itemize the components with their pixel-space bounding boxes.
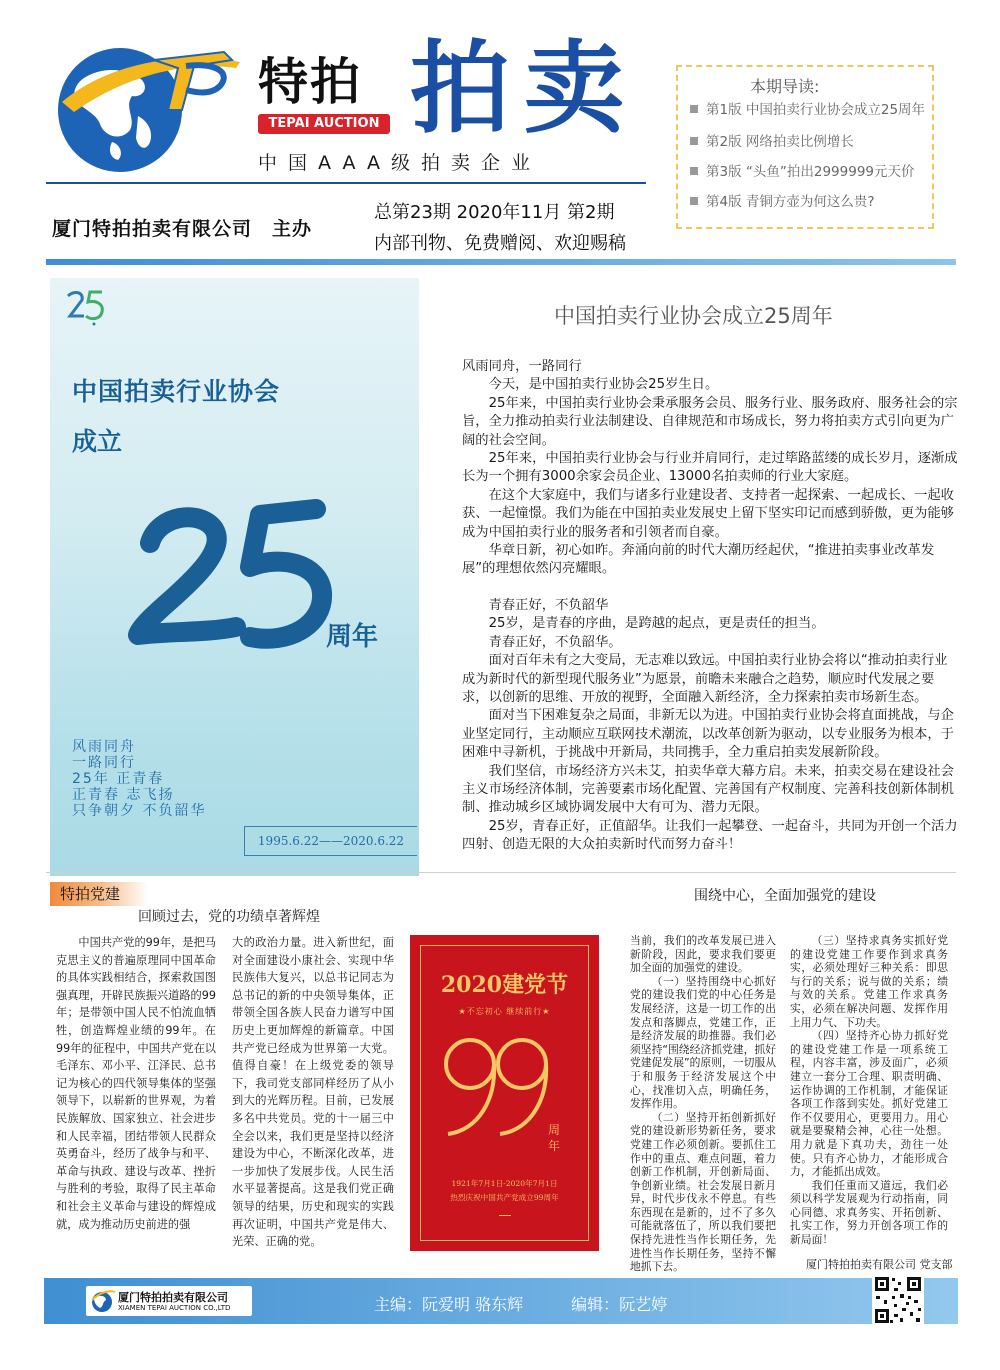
issue-number: 总第23期 2020年11月 第2期 [374, 202, 615, 223]
paragraph-spacer [462, 579, 959, 597]
guide-item[interactable]: 第3版 “头鱼”拍出2999999元天价 [690, 160, 915, 180]
guide-item[interactable]: 第4版 青铜方壶为何这么贵? [690, 190, 875, 210]
paragraph: （四）坚持齐心协力抓好党的建设党建工作是一项系统工程，内容丰富，涉及面广，必须建立一套分工合理、职责明确、运作协调的工作机制，才能保证各项工作落到实处。抓好党建工作不仅要用心，更要用力。用心就是要聚精会神，心往一处想。用力就是下真功夫，劲往一处使。只有齐心协力，才能形成合力，才能抓出成效。 [790, 1029, 948, 1179]
paragraph: 当前，我们的改革发展已进入新阶段，因此，要求我们要更加全面的加强党的建设。 [630, 934, 776, 975]
paragraph: 25年来，中国拍卖行业协会与行业并肩同行，走过筚路蓝缕的成长岁月，逐渐成长为一个拥有3000余家会员企业、13000名拍卖师的行业大家庭。 [462, 451, 958, 485]
party-column-3 [630, 934, 776, 1274]
party-column-1 [56, 934, 216, 1233]
article-title: 中国拍卖行业协会成立25周年 [554, 304, 833, 328]
guide-item[interactable]: 第2版 网络拍卖比例增长 [690, 130, 854, 150]
association-25-logo-icon [64, 288, 112, 330]
paragraph: （一）坚持围绕中心抓好党的建设我们党的中心任务是发展经济，这是一切工作的出发点和落脚点，党建工作，正是经济发展的助推器。我们必须坚持“围绕经济抓党建，抓好党建促发展”的原则，一切服从于和服务于经济发展这个中心，找准切入点，明确任务，发挥作用。 [630, 974, 776, 1111]
poster-poem-line: 25年 正青春 [72, 771, 165, 787]
red-poster-caption: 热烈庆祝中国共产党成立99周年 [450, 1193, 559, 1202]
article-body [462, 358, 959, 855]
paragraph: 今天，是中国拍卖行业协会25岁生日。 [488, 377, 719, 393]
footer-editors: 主编：阮爱明 骆东辉 编辑：阮艺婷 [374, 1295, 668, 1314]
paragraph: 中国共产党的99年，是把马克思主义的普遍原理同中国革命的具体实践相结合，探索救国图强真理，开辟民族振兴道路的99年；是带领中国人民不怕流血牺牲，创造辉煌业绩的99年。在99年的征程中，中国共产党在以毛泽东、邓小平、江泽民、总书记为核心的四代领导集体的坚强领导下，以崭新的世界观，为着民族解放、国家独立、社会进步和人民幸福，团结带领人民群众英勇奋斗，经历了战争与和平、革命与执政、建设与改革、挫折与胜利的考验，取得了民主革命和社会主义革命与建设的辉煌成就，成为推动历史前进的强 [56, 936, 216, 1231]
poster-25-numeral [110, 485, 340, 655]
qr-pattern [872, 1274, 924, 1326]
poster-ornament [499, 1215, 511, 1216]
poster-poem-line: 正青春 志飞扬 [72, 787, 175, 803]
poster-poem-line: 风雨同舟 [72, 739, 136, 755]
party-subtitle: 回顾过去，党的功绩卓著辉煌 [138, 909, 320, 925]
party-right-title: 围绕中心，全面加强党的建设 [694, 888, 876, 904]
red-poster-unit: 周年 [548, 1123, 561, 1153]
bullet-square-icon [690, 105, 698, 113]
paragraph: 我们坚信，市场经济方兴未艾，拍卖华章大幕方启。未来，拍卖交易在建设社会主义市场经济体制，完善要素市场化配置、完善国有产权制度、完善科技创新体制机制、推动城乡区域协调发展中大有可为、潜力无限。 [462, 763, 954, 816]
poster-unit: 周年 [326, 622, 379, 652]
organizer-line: 厦门特拍拍卖有限公司 主办 [52, 218, 313, 240]
bullet-square-icon [690, 137, 698, 145]
party-signature: 厦门特拍拍卖有限公司 党支部 [806, 1258, 953, 1271]
guide-item[interactable]: 第1版 中国拍卖行业协会成立25周年 [690, 98, 925, 118]
footer-globe-logo-icon [90, 1288, 116, 1314]
paragraph: 25年来，中国拍卖行业协会秉承服务会员、服务行业、服务政府、服务社会的宗旨，全力推动拍卖行业法制建设、自律规范和市场成长，努力将拍卖方式引向更为广阔的社会空间。 [462, 395, 958, 448]
party-column-2 [232, 934, 394, 1251]
paragraph: 我们任重而又道远，我们必须以科学发展观为行动指南，同心同德、求真务实、开拓创新、扎实工作，努力开创各项工作的新局面！ [790, 1178, 948, 1247]
paragraph: （三）坚持求真务实抓好党的建设党建工作要作到求真务实，必须处理好三种关系：即思与行的关系；说与做的关系；绩与效的关系。党建工作求真务实，必须在解决问题、发挥作用上用力气、下功夫。 [790, 934, 948, 1029]
poster-title-line2: 成立 [72, 427, 123, 456]
guide-title: 本期导读: [750, 77, 820, 96]
paragraph: 25岁，青春正好，正值韶华。让我们一起攀登、一起奋斗，共同为开创一个活力四射、创造无限的大众拍卖新时代而努力奋斗！ [462, 818, 958, 853]
brand-english-badge: TEPAI AUCTION [258, 114, 390, 134]
brand-chinese-name: 特拍 [258, 53, 362, 111]
paragraph: （二）坚持开拓创新抓好党的建设新形势新任务，要求党建工作必须创新。要抓住工作中的重点、难点问题，着力创新工作机制，开创新局面、争创新业绩。社会发展日新月异，时代步伐永不停息。有些东西现在是新的，过不了多久可能就落伍了，所以我们要把保持先进性当作长期任务，先进性当作长期任务，坚持不懈地抓下去。 [630, 1110, 776, 1274]
paragraph: 面对百年未有之大变局，无志难以致远。中国拍卖行业协会将以“推动拍卖行业成为新时代的新型现代服务业”为愿景，前瞻未来融合之趋势，顺应时代发展之要求，以创新的思维、开放的视野，全面融入新经济，全力探索拍卖市场新生态。 [462, 653, 948, 705]
red-poster-title: 2020建党节 [440, 972, 569, 998]
party-section-tag: 特拍党建 [50, 882, 148, 906]
tepai-globe-logo [54, 38, 244, 174]
qr-code-icon[interactable] [872, 1274, 924, 1326]
bullet-square-icon [690, 197, 698, 205]
paragraph: 青春正好，不负韶华。 [488, 634, 622, 650]
bullet-square-icon [690, 167, 698, 175]
party-column-4 [790, 934, 948, 1247]
paragraph: 青春正好，不负韶华 [488, 597, 609, 613]
poster-poem-line: 只争朝夕 不负韶华 [72, 803, 207, 819]
footer-company-en: XIAMEN TEPAI AUCTION CO.,LTD [118, 1304, 231, 1312]
section-divider [46, 872, 956, 873]
paragraph: 25岁，是青春的序曲，是跨越的起点，更是责任的担当。 [488, 616, 825, 632]
issue-notice: 内部刊物、免费赠阅、欢迎赐稿 [374, 233, 626, 254]
poster-date-range: 1995.6.22——2020.6.22 [244, 826, 417, 856]
header-blue-bar [46, 259, 956, 265]
masthead-divider [46, 182, 646, 184]
poster-poem-line: 一路同行 [72, 755, 136, 771]
red-poster-dates: 1921年7月1日-2020年7月1日 [451, 1179, 558, 1188]
brand-slogan: 中国AAA级拍卖企业 [258, 152, 542, 174]
poster-title: 中国拍卖行业协会 [72, 377, 281, 406]
paragraph: 风雨同舟，一路同行 [462, 359, 582, 374]
newspaper-title: 拍卖 [410, 30, 638, 147]
paragraph: 大的政治力量。进入新世纪，面对全面建设小康社会、实现中华民族伟大复兴，以总书记同志为总书记的新的中央领导集体，正带领全国各族人民奋力谱写中国历史上更加辉煌的新篇章。中国共产党已经成为世界第一大党。值得自豪！在上级党委的领导下，我司党支部同样经历了从小到大的光辉历程。目前，已发展多名中共党员。党的十一届三中全会以来，我们更是坚持以经济建设为中心，不断深化改革，进一步加快了发展步伐。人民生活水平显著提高。这是我们党正确领导的结果，历史和现实的实践再次证明，中国共产党是伟大、光荣、正确的党。 [232, 936, 394, 1249]
footer-company-cn: 厦门特拍拍卖有限公司 [118, 1291, 228, 1304]
red-poster-subtitle: ★不忘初心 继续前行★ [458, 1007, 551, 1016]
paragraph: 华章日新，初心如昨。奔涌向前的时代大潮历经起伏，“推进拍卖事业改革发展”的理想依然闪亮耀眼。 [462, 543, 935, 577]
paragraph: 面对当下困难复杂之局面，非新无以为进。中国拍卖行业协会将直面挑战，与企业坚定同行，主动顺应互联网技术潮流，以改革创新为驱动，以专业服务为根本，于困难中寻新机，于挑战中开新局，共同携手，全力重启拍卖发展新阶段。 [462, 708, 954, 761]
paragraph: 在这个大家庭中，我们与诸多行业建设者、支持者一起探索、一起成长、一起收获、一起憧憬。我们为能在中国拍卖业发展史上留下坚实印记而感到骄傲，更为能够成为中国拍卖行业的服务者和引领者而自豪。 [462, 487, 954, 540]
